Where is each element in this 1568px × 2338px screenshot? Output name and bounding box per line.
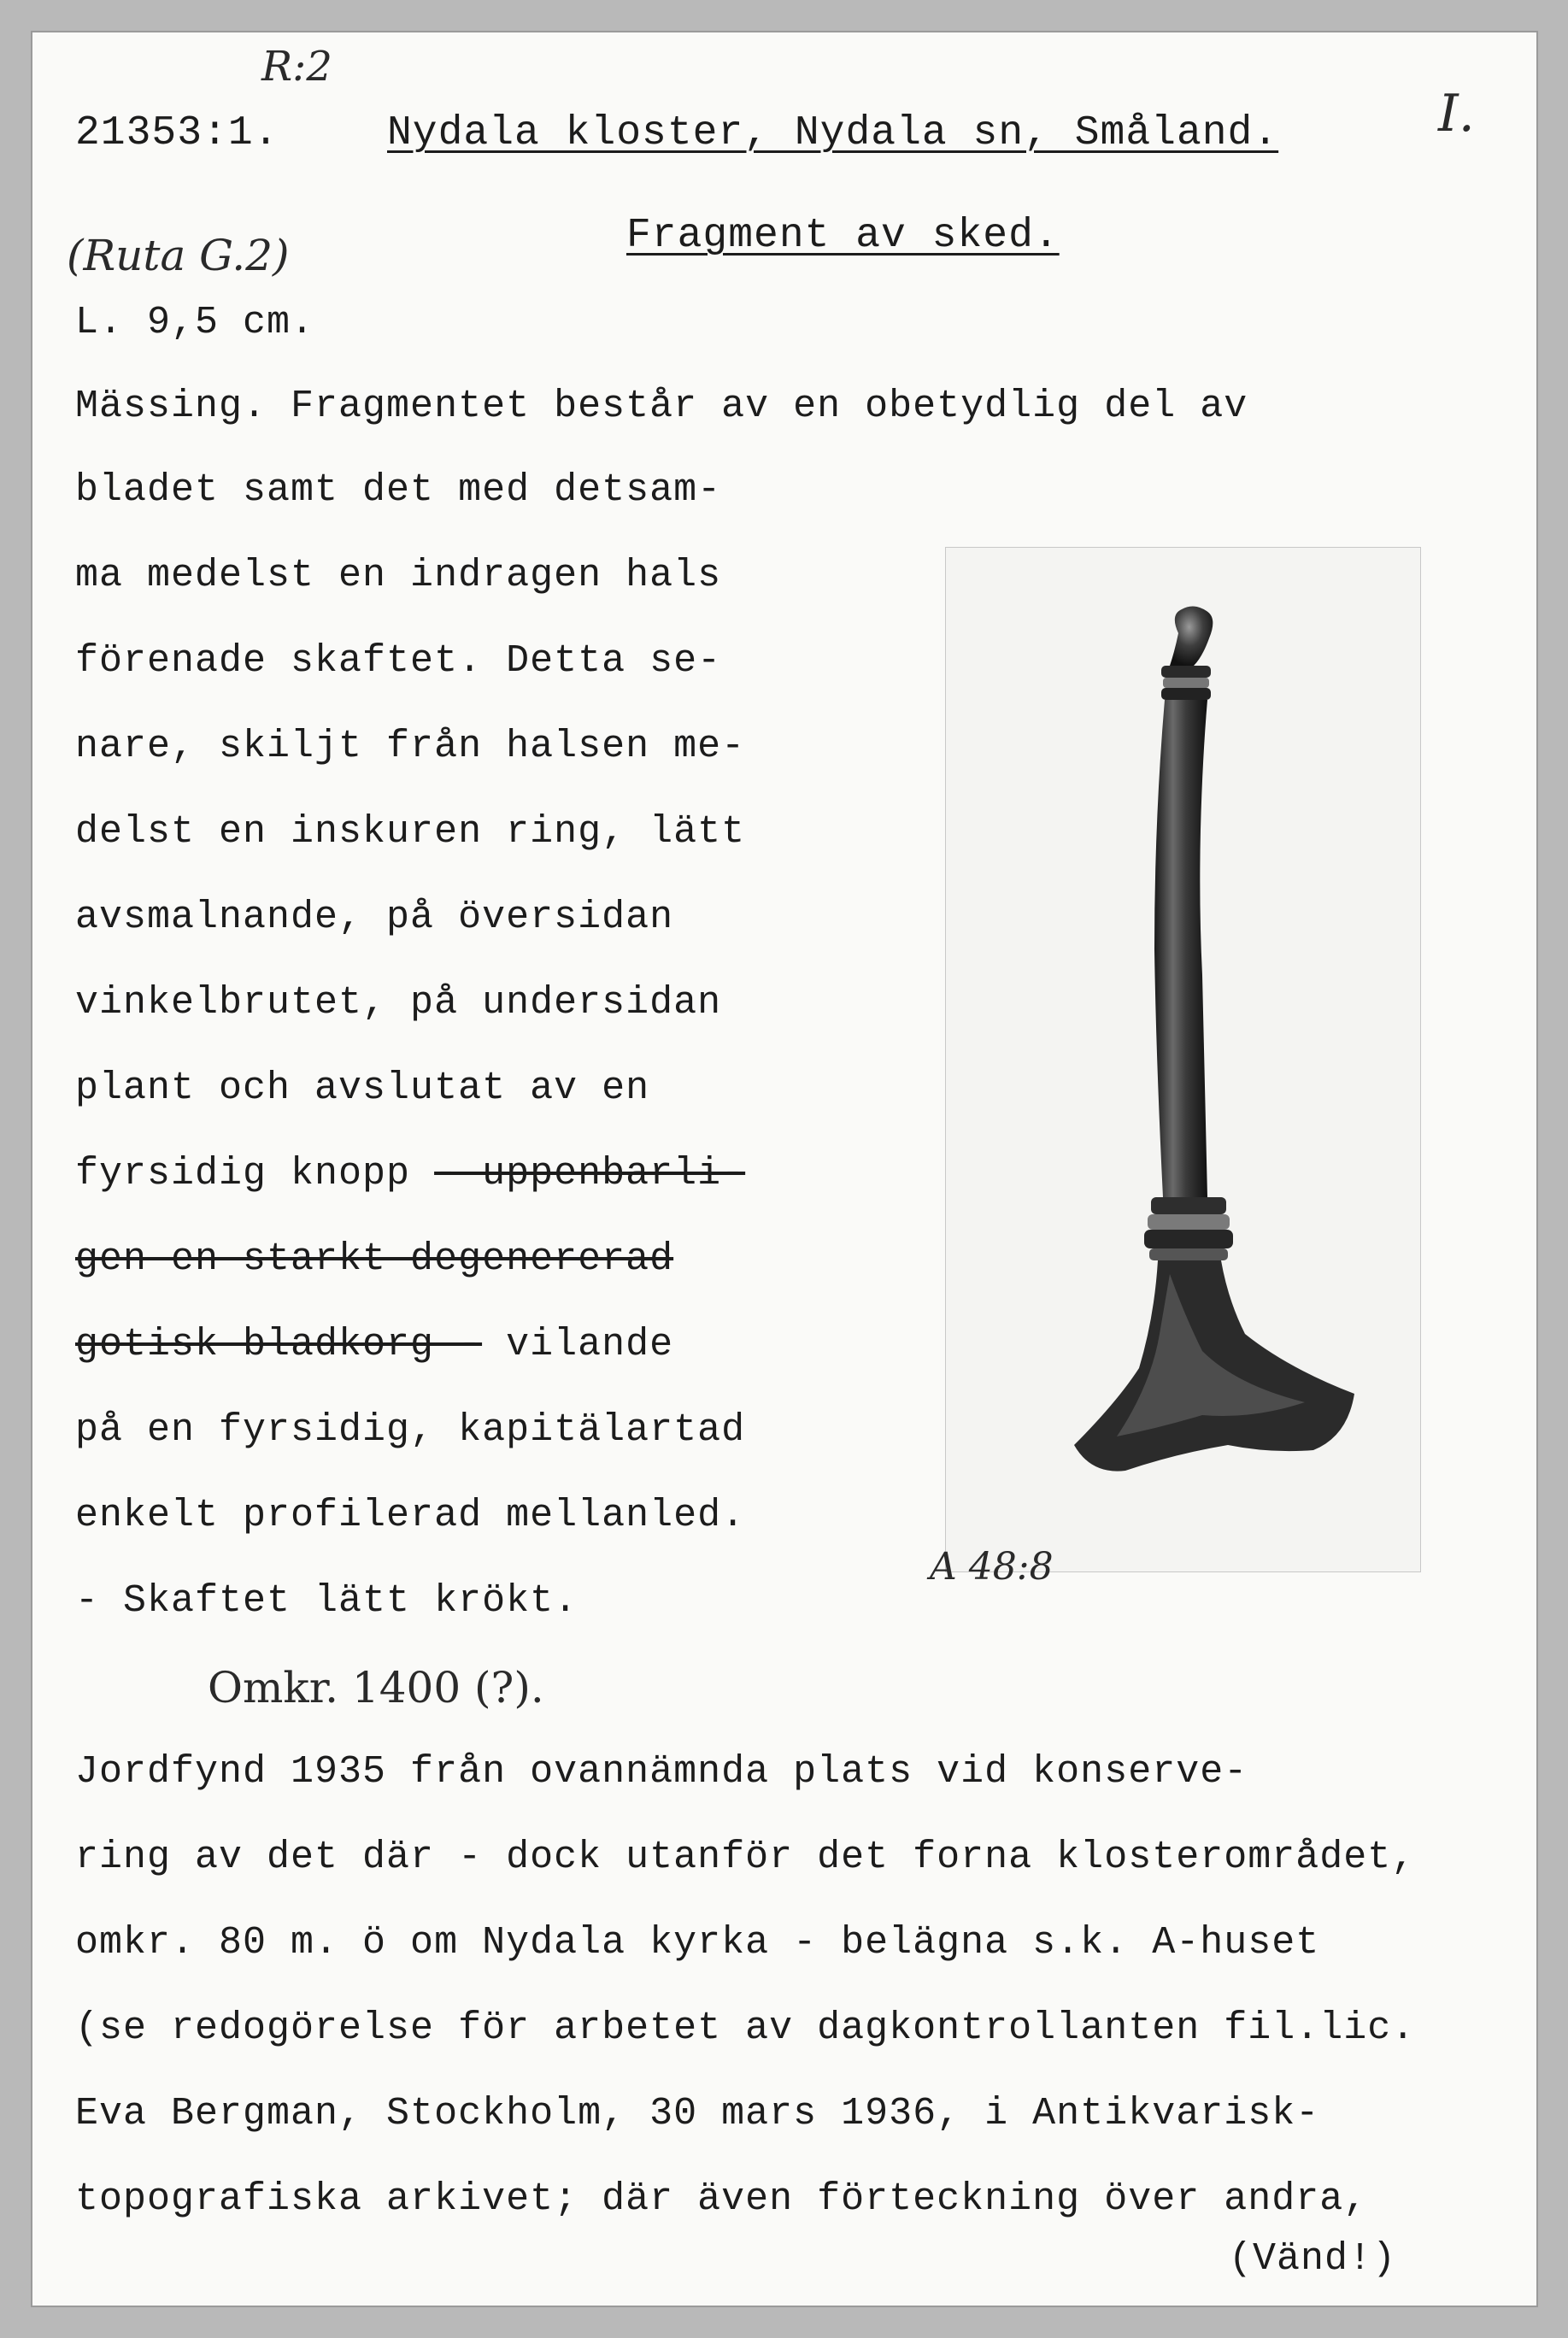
grid-note: (Ruta G.2) [67, 231, 290, 280]
find-line: Eva Bergman, Stockholm, 30 mars 1936, i Antikvarisk- [75, 2092, 1320, 2135]
description-line: bladet samt det med detsam- [75, 468, 722, 512]
description-line: avsmalnande, på översidan [75, 896, 674, 939]
struck-text: - uppenbarli- [434, 1152, 746, 1195]
length-value: L. 9,5 cm. [75, 301, 315, 344]
description-line-gotisk [75, 1321, 673, 1369]
dating-note: Omkr. 1400 (?). [208, 1663, 544, 1712]
card-title: Nydala kloster, Nydala sn, Småland. [387, 110, 1279, 156]
room-mark: R:2 [261, 43, 332, 91]
turn-note: (Vänd!) [1229, 2237, 1397, 2281]
find-line: Jordfynd 1935 från ovannämnda plats vid konserve- [75, 1750, 1248, 1794]
description-line: på en fyrsidig, kapitälartad [75, 1408, 746, 1452]
description-line: nare, skiljt från halsen me- [75, 725, 746, 768]
struck-text: gotisk bladkorg - [75, 1323, 483, 1366]
knopp-text: fyrsidig knopp [75, 1152, 435, 1195]
find-line: (se redogörelse för arbetet av dagkontrollanten fil.lic. [75, 2006, 1416, 2050]
description-line: ma medelst en indragen hals [75, 554, 722, 597]
description-line-knopp [75, 1150, 745, 1198]
description-line: delst en inskuren ring, lätt [75, 810, 746, 854]
photo-reference: A 48:8 [930, 1545, 1054, 1589]
find-line: topografiska arkivet; där även förteckning över andra, [75, 2177, 1368, 2221]
catalog-number: 21353:1. [75, 110, 279, 156]
find-line: omkr. 80 m. ö om Nydala kyrka - belägna s.k. A-huset [75, 1921, 1320, 1965]
description-line: - Skaftet lätt krökt. [75, 1579, 578, 1623]
description-line: enkelt profilerad mellanled. [75, 1494, 746, 1537]
object-photo [945, 547, 1421, 1572]
spoon-handle-image [946, 548, 1420, 1571]
description-line: Mässing. Fragmentet består av en obetydlig del av [75, 385, 1248, 428]
catalog-card [32, 32, 1536, 2306]
object-subtitle: Fragment av sked. [626, 213, 1060, 259]
page-mark: I. [1438, 84, 1475, 144]
struck-line: gen en starkt degenererad [75, 1237, 674, 1281]
description-line: plant och avslutat av en [75, 1066, 650, 1110]
description-line: förenade skaftet. Detta se- [75, 639, 722, 683]
find-line: ring av det där - dock utanför det forna klosterområdet, [75, 1836, 1416, 1879]
gotisk-text: vilande [482, 1323, 674, 1366]
description-line: vinkelbrutet, på undersidan [75, 981, 722, 1025]
